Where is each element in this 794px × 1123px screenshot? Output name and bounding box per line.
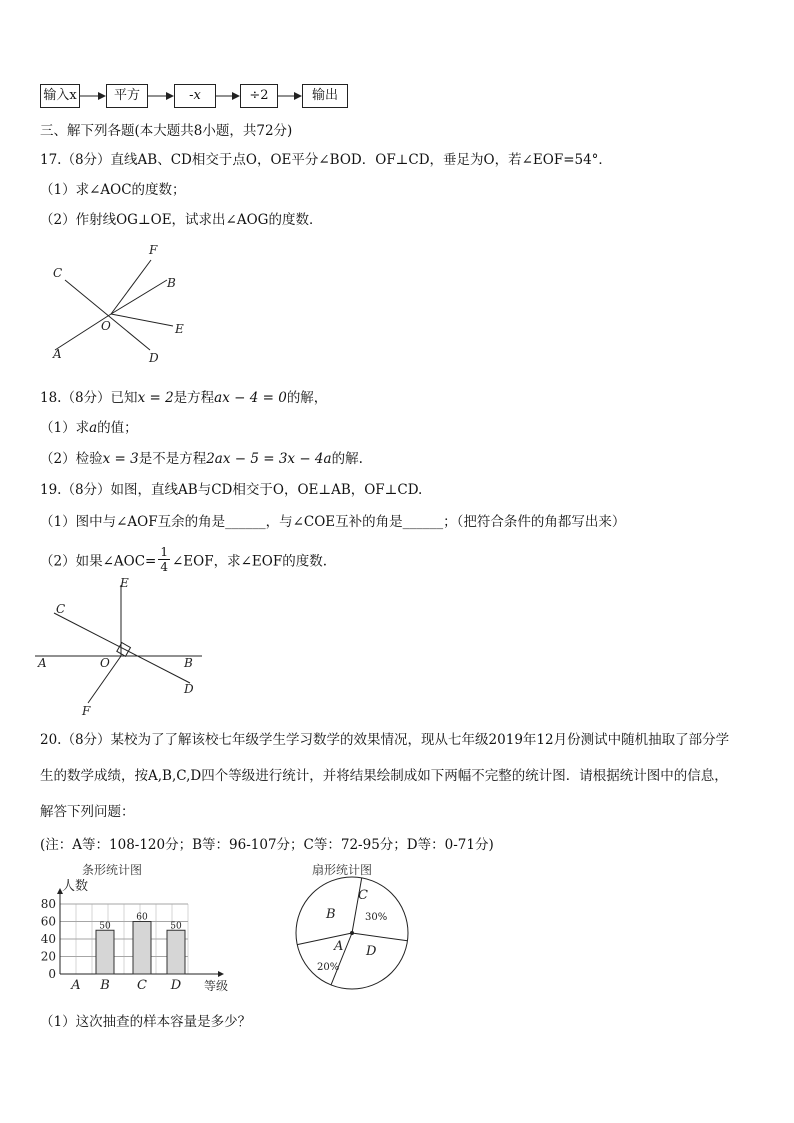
- pie-center-dot: [350, 931, 354, 935]
- bar-ytick-label: 40: [40, 932, 56, 946]
- q17-line-CD: [65, 280, 150, 350]
- q17-ray-OE: [111, 314, 173, 326]
- pie-category-label: D: [366, 944, 377, 959]
- flow-arrows: [0, 80, 360, 110]
- bar-chart-xlabel: 等级: [204, 979, 229, 993]
- pie-chart: [290, 858, 420, 996]
- q18-part2-eq2: 2ax − 5 = 3x − 4a: [206, 451, 332, 467]
- pie-category-label: A: [334, 939, 344, 954]
- bar-category-label: A: [71, 978, 81, 993]
- q18-stem-post: 的解，: [286, 390, 328, 406]
- q20-part1: （1）这次抽查的样本容量是多少？: [40, 1014, 252, 1030]
- bar: [96, 930, 114, 974]
- bar-chart-title: 条形统计图: [82, 863, 143, 877]
- q17-label-C: C: [53, 266, 63, 280]
- q19-label-A: A: [38, 656, 47, 670]
- bar-chart-ylabel: 人数: [62, 879, 89, 894]
- pie-category-label: B: [326, 907, 336, 922]
- q20-note: (注：A等：108-120分；B等：96-107分；C等：72-95分；D等：0-71分): [40, 837, 494, 853]
- q17-label-B: B: [167, 276, 176, 290]
- bar-x-arrow: [218, 971, 224, 977]
- q17-label-E: E: [175, 322, 184, 336]
- q19-part2-pre: （2）如果∠AOC=: [40, 553, 157, 570]
- q17-label-F: F: [149, 243, 158, 257]
- bar-category-label: B: [100, 978, 110, 993]
- q19-fraction: [158, 545, 170, 574]
- q19-frac-num: 1: [160, 545, 168, 559]
- bar-data-label: 50: [170, 921, 182, 932]
- bar: [167, 930, 185, 974]
- q19-label-C: C: [56, 602, 66, 616]
- flow-box-divide-2: ÷2: [240, 84, 278, 108]
- bar-category-label: D: [170, 978, 182, 993]
- q18-part1-post: 的值；: [97, 420, 138, 436]
- q18-part2-post: 的解.: [331, 451, 363, 467]
- flow-box-square: 平方: [106, 84, 148, 108]
- q17-label-O: O: [101, 319, 111, 333]
- q18-eq2: ax − 4 = 0: [214, 390, 287, 406]
- bar-ytick-label: 60: [40, 914, 56, 929]
- q20-line1: 20.（8分）某校为了了解该校七年级学生学习数学的效果情况，现从七年级2019年12月份测试中随机抽取了部分学: [40, 732, 730, 748]
- flow-box-output: 输出: [302, 84, 348, 108]
- pie-percent-label: 30%: [365, 912, 388, 923]
- q19-label-E: E: [120, 576, 129, 590]
- q18-part2-eq1: x = 3: [102, 451, 139, 467]
- q19-part2-post: ∠EOF，求∠EOF的度数.: [172, 553, 327, 570]
- q18-stem-mid: 是方程: [173, 390, 215, 406]
- q19-label-F: F: [82, 704, 91, 718]
- q18-part1-pre: （1）求: [40, 420, 90, 436]
- q17-label-A: A: [53, 347, 62, 361]
- q18-part2: [40, 447, 363, 467]
- q19-line-CD: [54, 613, 190, 683]
- q18-stem: [40, 386, 327, 406]
- q18-part2-pre: （2）检验: [40, 451, 103, 467]
- bar-ytick-label: 80: [40, 897, 56, 911]
- q18-stem-pre: 18.（8分）已知: [40, 390, 138, 406]
- q17-part1: （1）求∠AOC的度数；: [40, 182, 186, 198]
- q18-part1-var: a: [89, 420, 98, 436]
- q20-line2: 生的数学成绩，按A,B,C,D四个等级进行统计，并将结果绘制成如下两幅不完整的统计图．请根据统计图中的信息，: [40, 768, 728, 784]
- q19-figure: [30, 575, 220, 720]
- q19-label-B: B: [184, 656, 193, 670]
- q19-stem: 19.（8分）如图，直线AB与CD相交于O，OE⊥AB，OF⊥CD.: [40, 482, 423, 498]
- bar: [133, 922, 151, 975]
- q17-line-OB: [111, 280, 167, 314]
- bar-ytick-label: 0: [48, 967, 56, 981]
- q17-label-D: D: [149, 351, 159, 365]
- q20-line3: 解答下列问题：: [40, 804, 135, 820]
- q17-stem: 17.（8分）直线AB、CD相交于点O，OE平分∠BOD．OF⊥CD，垂足为O，若∠EOF=54°．: [40, 152, 612, 168]
- q17-figure: [45, 240, 205, 370]
- q19-frac-den: 4: [160, 560, 168, 574]
- q19-right-angle-mark: [117, 643, 131, 657]
- q19-part1: （1）图中与∠AOF互余的角是______，与∠COE互补的角是______；（把符合条件的角都写出来）: [40, 514, 626, 530]
- flow-box-input: 输入x: [40, 84, 80, 108]
- section-heading: 三、解下列各题(本大题共8小题，共72分): [40, 123, 293, 139]
- q19-part2: [40, 545, 327, 574]
- q18-part2-mid: 是不是方程: [138, 451, 207, 467]
- flow-box-minus-x: -x: [174, 84, 216, 108]
- bar-ytick-label: 20: [40, 949, 56, 964]
- q18-eq1: x = 2: [137, 390, 174, 406]
- bar-chart: [30, 858, 245, 996]
- q18-part1: [40, 416, 138, 436]
- q17-part2: （2）作射线OG⊥OE，试求出∠AOG的度数．: [40, 212, 323, 228]
- q17-ray-OF: [111, 260, 151, 314]
- bar-data-label: 60: [136, 912, 148, 923]
- q19-label-O: O: [100, 656, 110, 670]
- q19-label-D: D: [184, 682, 194, 696]
- pie-chart-title: 扇形统计图: [312, 863, 373, 877]
- bar-category-label: C: [137, 978, 147, 993]
- pie-category-label: C: [358, 888, 368, 903]
- pie-percent-label: 20%: [317, 962, 340, 973]
- bar-data-label: 50: [99, 921, 111, 932]
